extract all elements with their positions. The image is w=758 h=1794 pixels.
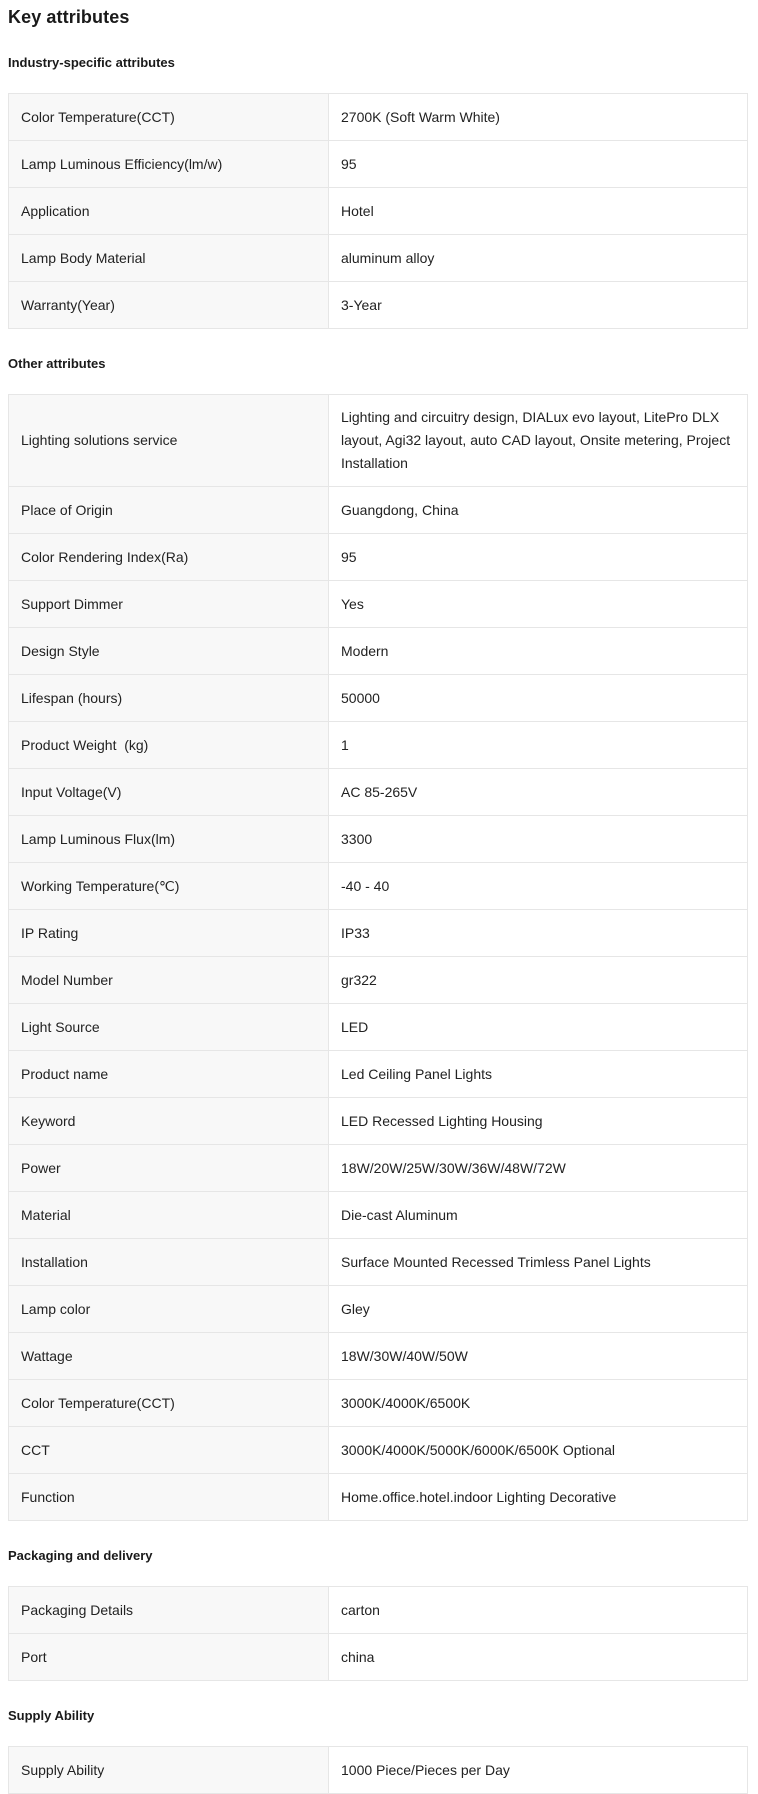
attribute-value-cell: china (329, 1634, 747, 1680)
table-row (9, 140, 747, 187)
attributes-section (8, 55, 748, 329)
attribute-label-cell: Keyword (9, 1098, 329, 1144)
table-row (9, 234, 747, 281)
attribute-value-cell: Gley (329, 1286, 747, 1332)
table-row (9, 281, 747, 328)
attribute-label-cell: Color Temperature(CCT) (9, 1380, 329, 1426)
attribute-label-cell: Lamp Luminous Flux(lm) (9, 816, 329, 862)
table-row (9, 187, 747, 234)
attribute-label-cell: Material (9, 1192, 329, 1238)
table-row (9, 94, 747, 140)
attribute-value-cell: 3000K/4000K/6500K (329, 1380, 747, 1426)
attribute-label-cell: Input Voltage(V) (9, 769, 329, 815)
table-row (9, 1144, 747, 1191)
attribute-label-cell: Supply Ability (9, 1747, 329, 1793)
attributes-section (8, 1548, 748, 1681)
table-row (9, 909, 747, 956)
section-heading: Packaging and delivery (8, 1548, 153, 1563)
attributes-table (8, 394, 748, 1521)
attribute-value-cell: Modern (329, 628, 747, 674)
attribute-label-cell: Packaging Details (9, 1587, 329, 1633)
table-row (9, 1473, 747, 1520)
table-row (9, 533, 747, 580)
page-title: Key attributes (8, 7, 130, 27)
attribute-value-cell: Guangdong, China (329, 487, 747, 533)
attribute-value-cell: 3-Year (329, 282, 747, 328)
attribute-value-cell: 18W/20W/25W/30W/36W/48W/72W (329, 1145, 747, 1191)
table-row (9, 1426, 747, 1473)
table-row (9, 1633, 747, 1680)
attribute-label-cell: CCT (9, 1427, 329, 1473)
attributes-table (8, 93, 748, 329)
table-row (9, 1050, 747, 1097)
attribute-label-cell: Color Temperature(CCT) (9, 94, 329, 140)
attribute-label-cell: Lighting solutions service (9, 395, 329, 486)
attribute-label-cell: Model Number (9, 957, 329, 1003)
attribute-value-cell: LED Recessed Lighting Housing (329, 1098, 747, 1144)
attribute-label-cell: Support Dimmer (9, 581, 329, 627)
attribute-label-cell: Working Temperature(℃) (9, 863, 329, 909)
attribute-value-cell: LED (329, 1004, 747, 1050)
attribute-value-cell: 1 (329, 722, 747, 768)
sections-container (8, 55, 748, 1794)
attribute-label-cell: IP Rating (9, 910, 329, 956)
attribute-label-cell: Port (9, 1634, 329, 1680)
attribute-label-cell: Color Rendering Index(Ra) (9, 534, 329, 580)
attribute-value-cell: Lighting and circuitry design, DIALux evo layout, LitePro DLX layout, Agi32 layout, auto CAD layout, Onsite metering, Project Installation (329, 395, 747, 486)
attribute-value-cell: Surface Mounted Recessed Trimless Panel Lights (329, 1239, 747, 1285)
table-row (9, 768, 747, 815)
attribute-value-cell: IP33 (329, 910, 747, 956)
table-row (9, 1097, 747, 1144)
attribute-label-cell: Design Style (9, 628, 329, 674)
attributes-table (8, 1746, 748, 1794)
attribute-label-cell: Power (9, 1145, 329, 1191)
attribute-label-cell: Wattage (9, 1333, 329, 1379)
attributes-section (8, 1708, 748, 1794)
table-row (9, 1332, 747, 1379)
table-row (9, 956, 747, 1003)
attribute-value-cell: 95 (329, 534, 747, 580)
attribute-value-cell: 3000K/4000K/5000K/6000K/6500K Optional (329, 1427, 747, 1473)
table-row (9, 862, 747, 909)
table-row (9, 580, 747, 627)
attribute-label-cell: Warranty(Year) (9, 282, 329, 328)
attribute-value-cell: 95 (329, 141, 747, 187)
attribute-value-cell: 2700K (Soft Warm White) (329, 94, 747, 140)
attribute-value-cell: 50000 (329, 675, 747, 721)
attribute-value-cell: Die-cast Aluminum (329, 1192, 747, 1238)
attribute-label-cell: Product name (9, 1051, 329, 1097)
table-row (9, 395, 747, 486)
key-attributes-panel (8, 6, 748, 1794)
attribute-value-cell: carton (329, 1587, 747, 1633)
attribute-label-cell: Lamp Luminous Efficiency(lm/w) (9, 141, 329, 187)
attribute-value-cell: Led Ceiling Panel Lights (329, 1051, 747, 1097)
attribute-label-cell: Function (9, 1474, 329, 1520)
attribute-value-cell: 3300 (329, 816, 747, 862)
section-heading: Supply Ability (8, 1708, 95, 1723)
attribute-label-cell: Lamp Body Material (9, 235, 329, 281)
attribute-value-cell: Yes (329, 581, 747, 627)
attribute-label-cell: Installation (9, 1239, 329, 1285)
attributes-section (8, 356, 748, 1521)
attribute-label-cell: Lifespan (hours) (9, 675, 329, 721)
table-row (9, 627, 747, 674)
section-heading: Industry-specific attributes (8, 55, 175, 70)
attribute-label-cell: Product Weight (kg) (9, 722, 329, 768)
table-row (9, 674, 747, 721)
table-row (9, 1285, 747, 1332)
attribute-value-cell: aluminum alloy (329, 235, 747, 281)
table-row (9, 1379, 747, 1426)
attribute-value-cell: 18W/30W/40W/50W (329, 1333, 747, 1379)
attribute-label-cell: Application (9, 188, 329, 234)
table-row (9, 721, 747, 768)
section-heading: Other attributes (8, 356, 106, 371)
table-row (9, 815, 747, 862)
table-row (9, 1747, 747, 1793)
table-row (9, 1191, 747, 1238)
attribute-label-cell: Place of Origin (9, 487, 329, 533)
attribute-label-cell: Light Source (9, 1004, 329, 1050)
table-row (9, 486, 747, 533)
attribute-value-cell: Hotel (329, 188, 747, 234)
table-row (9, 1238, 747, 1285)
attribute-value-cell: Home.office.hotel.indoor Lighting Decorative (329, 1474, 747, 1520)
table-row (9, 1587, 747, 1633)
attribute-value-cell: AC 85-265V (329, 769, 747, 815)
table-row (9, 1003, 747, 1050)
attribute-value-cell: 1000 Piece/Pieces per Day (329, 1747, 747, 1793)
attribute-value-cell: -40 - 40 (329, 863, 747, 909)
attribute-value-cell: gr322 (329, 957, 747, 1003)
attribute-label-cell: Lamp color (9, 1286, 329, 1332)
attributes-table (8, 1586, 748, 1681)
